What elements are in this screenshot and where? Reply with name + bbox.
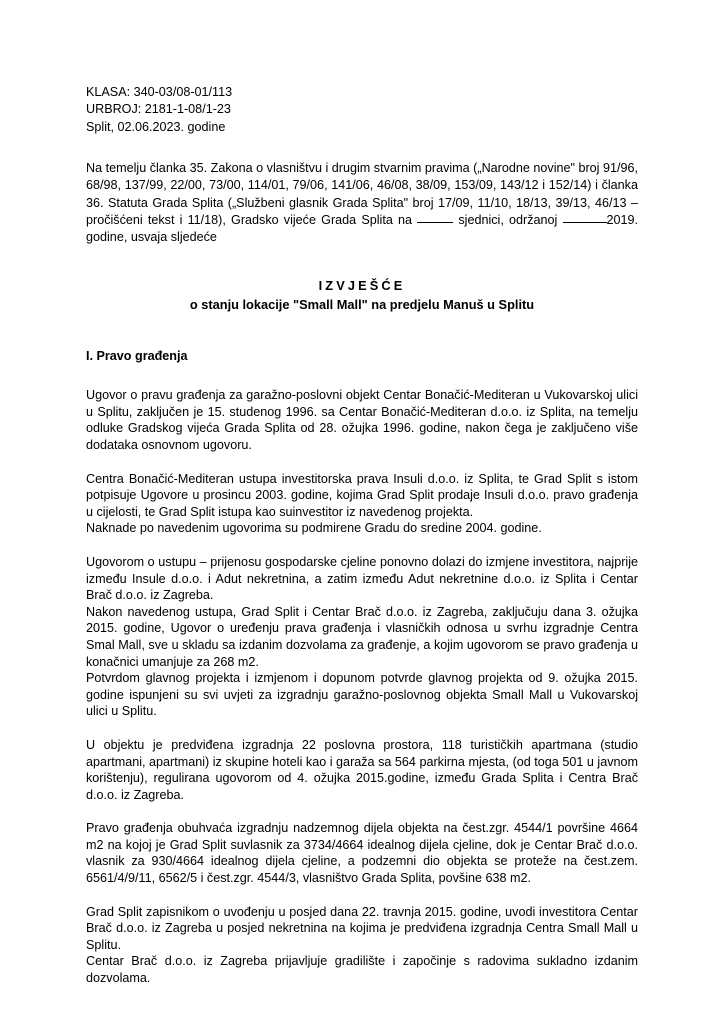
preamble-text-part2: sjednici, održanoj — [458, 212, 558, 227]
paragraph-naknade-podmirene: Naknade po navedenim ugovorima su podmirene Gradu do sredine 2004. godine. — [86, 521, 542, 536]
paragraph-grad-split-zapisnik-posjed: Grad Split zapisnikom o uvođenju u posjed dana 22. travnja 2015. godine, uvodi investitora Centar Brač d.o.o. iz Zagreba u posjed nekretnina na kojima je predviđena izgradnja Centra Small Mall u Splitu. — [86, 904, 638, 952]
paragraph-potvrdom-glavnog-projekta: Potvrdom glavnog projekta i izmjenom i dopunom potvrde glavnog projekta od 9. ožujka 2015. godine ispunjeni su svi uvjeti za izgradnju garažno-poslovnog objekta Small Mall u Vukovarskoj ulici u Splitu. — [86, 671, 638, 719]
session-date-blank[interactable] — [563, 222, 607, 223]
klasa-line: KLASA: 340-03/08-01/113 — [86, 85, 233, 99]
document-title-block — [86, 276, 638, 314]
document-body — [86, 84, 638, 987]
paragraph-spacer — [86, 720, 638, 737]
preamble-paragraph — [86, 160, 638, 246]
paragraph-ugovor-o-pravu-gradenja: Ugovor o pravu građenja za garažno-poslovni objekt Centar Bonačić-Mediteran u Vukovarskoj ulici u Splitu, zaključen je 15. studenog 1996. sa Centar Bonačić-Mediteran d.o.o. iz Splita, na temelju odluke Gradskog vijeća Grada Splita od 28. ožujka 1996. godine, nakon čega je zaključeno više dodataka osnovnom ugovoru. — [86, 388, 638, 453]
preamble-text-part1: Na temelju članka 35. Zakona o vlasništvu i drugim stvarnim pravima („Narodne novine" broj 91/96, 68/98, 137/99, 22/00, 73/00, 114/01, 79/06, 141/06, 46/08, 38/09, 153/09, 143/12 i 152/14) i članka 36. Statuta Grada Splita („Službeni glasnik Grada Splita" broj 17/09, 11/10, 18/13, 39/13, 46/13 – pročišćeni tekst i 11/18), Gradsko vijeće Grada Splita na — [86, 161, 638, 227]
paragraph-spacer — [86, 887, 638, 904]
urbroj-line: URBROJ: 2181-1-08/1-23 — [86, 102, 231, 117]
page-title: IZVJEŠĆE — [318, 278, 406, 294]
session-number-blank[interactable] — [417, 222, 453, 223]
section-heading-pravo-gradenja: I. Pravo građenja — [86, 349, 188, 364]
paragraph-u-objektu-predvidena-izgradnja: U objektu je predviđena izgradnja 22 poslovna prostora, 118 turističkih apartmana (studio apartmani, apartmani) iz skupine hoteli kao i garaža sa 564 parkirna mjesta, (od toga 501 u javnom korištenju), regulirana ugovorom od 4. ožujka 2015.godine, između Grada Splita i Centra Brač d.o.o. iz Zagreba. — [86, 737, 638, 802]
paragraph-ugovorom-o-ustupu: Ugovorom o ustupu – prijenosu gospodarske cjeline ponovno dolazi do izmjene investitora, najprije između Insule d.o.o. i Adut nekretnina, a zatim između Adut nekretnine d.o.o. iz Splita i Centar Brač d.o.o. iz Zagreba. — [86, 554, 638, 603]
paragraph-centar-brac-prijavljuje-gradiliste: Centar Brač d.o.o. iz Zagreba prijavljuje gradilište i započinje s radovima sukladno izdanim dozvolama. — [86, 954, 638, 986]
paragraph-spacer — [86, 537, 638, 554]
document-header — [86, 84, 638, 136]
place-date-line: Split, 02.06.2023. godine — [86, 119, 226, 134]
paragraph-centra-bonacic-ustupa: Centra Bonačić-Mediteran ustupa investitorska prava Insuli d.o.o. iz Splita, te Grad Split s istom potpisuje Ugovore u prosincu 2003. godine, kojima Grad Split prodaje Insuli d.o.o. pravo građenja u cijelosti, te Grad Split istupa kao suinvestitor iz navedenog projekta. — [86, 471, 638, 519]
paragraph-nakon-navedenog-ustupa: Nakon navedenog ustupa, Grad Split i Centar Brač d.o.o. iz Zagreba, zaključuju dana 3. ožujka 2015. godine, Ugovor o uređenju prava građenja i vlasničkih odnosa u svrhu izgradnje Centra Smal Mall, sve u skladu sa izdanim dozvolama za građenje, a kojim ugovorom se pravo građenja u konačnici umanjuje za 268 m2. — [86, 604, 638, 669]
paragraph-spacer — [86, 454, 638, 471]
preamble-text-part3: 2019. godine, usvaja sljedeće — [86, 212, 639, 245]
paragraph-pravo-gradenja-obuhvaca: Pravo građenja obuhvaća izgradnju nadzemnog dijela objekta na čest.zgr. 4544/1 površine 4664 m2 na kojoj je Grad Split suvlasnik za 3734/4664 idealnog dijela cjeline, dok je Centar Brač d.o.o. vlasnik za 930/4664 idealnog dijela cjeline, a podzemni dio objekta se proteže na čest.zem. 6561/4/9/11, 6562/5 i čest.zgr. 4544/3, vlasništvo Grada Splita, povšine 638 m2. — [86, 821, 638, 886]
paragraph-spacer — [86, 803, 638, 820]
page-subtitle: o stanju lokacije "Small Mall" na predjelu Manuš u Splitu — [189, 297, 535, 313]
